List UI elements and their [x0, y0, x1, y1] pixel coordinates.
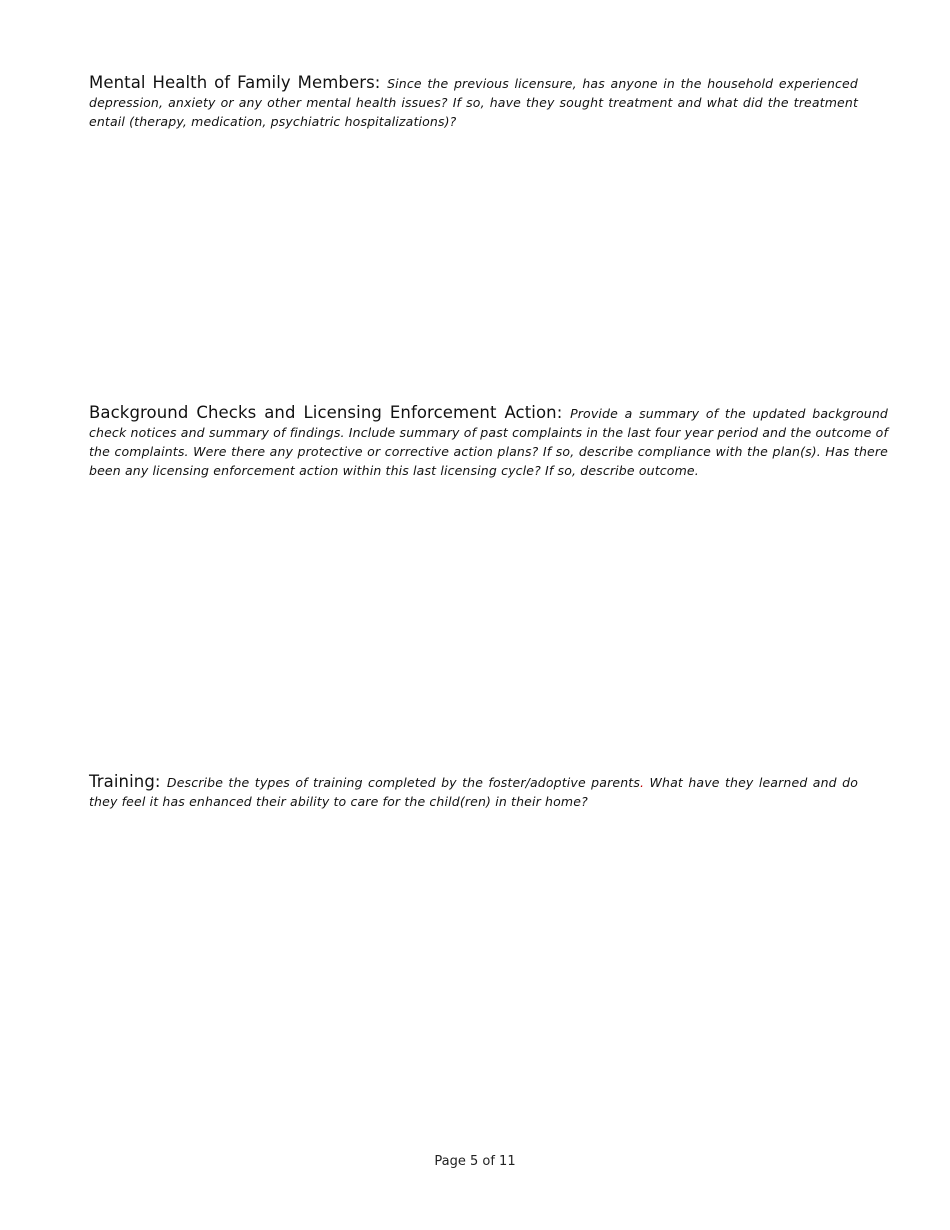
section-description: Since the previous licensure, has anyone in the household experienced depression, anxiety or any other mental health issues? If so, have they sought treatment and what did the treatment entail (therapy, medication, psychiatric hospitalizations)? [89, 76, 858, 129]
section-background-checks [89, 404, 888, 480]
section-heading: Background Checks and Licensing Enforcement Action: [89, 403, 563, 422]
page-number: Page 5 of 11 [434, 1154, 516, 1169]
section-description-part1: Describe the types of training completed by the foster/adoptive parents [166, 775, 640, 790]
section-mental-health [89, 74, 858, 131]
section-description: Provide a summary of the updated background check notices and summary of findings. Include summary of past complaints in the last four year period and the outcome of the complaints. Were there any protective or corrective action plans? If so, describe compliance with the plan(s). Has there been any licensing enforcement action within this last licensing cycle? If so, describe outcome. [89, 406, 888, 478]
section-description [89, 775, 858, 809]
section-description-part2: What have they learned and do they feel it has enhanced their ability to care for the child(ren) in their home? [89, 775, 858, 809]
accent-period: . [640, 775, 645, 790]
section-heading: Training: [89, 772, 161, 791]
section-training [89, 773, 858, 811]
section-heading: Mental Health of Family Members: [89, 73, 381, 92]
